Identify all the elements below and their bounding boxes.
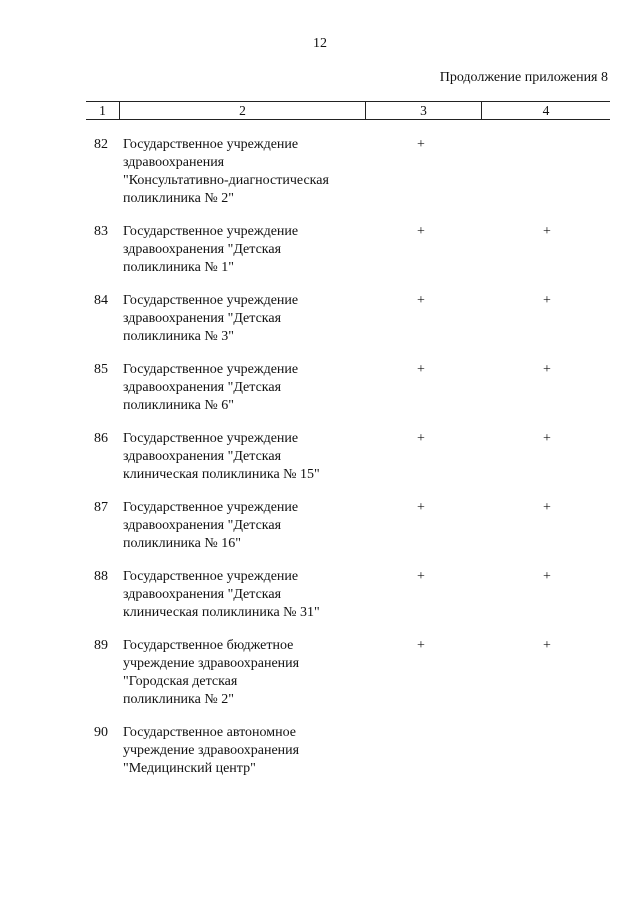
row-number: 82: [94, 137, 108, 152]
row-number: 84: [94, 293, 108, 308]
row-number: 83: [94, 224, 108, 239]
header-col-1: 1: [86, 102, 120, 119]
row-number: 89: [94, 638, 108, 653]
header-col-4: 4: [542, 103, 550, 118]
col3-mark: +: [417, 569, 425, 584]
col4-mark: +: [543, 293, 551, 308]
table-header: [86, 101, 610, 120]
table-row: [86, 136, 610, 223]
name-line: здравоохранения "Детская: [123, 311, 282, 326]
col4-mark: +: [543, 224, 551, 239]
row-number: 88: [94, 569, 108, 584]
row-number: 90: [94, 725, 108, 740]
row-number: 85: [94, 362, 108, 377]
name-line: клиническая поликлиника № 31": [123, 605, 320, 620]
name-line: поликлиника № 16": [123, 536, 241, 551]
name-line: Государственное учреждение: [123, 500, 299, 515]
name-line: Государственное учреждение: [123, 293, 299, 308]
name-line: Государственное учреждение: [123, 569, 299, 584]
institution-name: [123, 430, 373, 484]
name-line: Государственное автономное: [123, 725, 297, 740]
name-line: здравоохранения "Детская: [123, 242, 282, 257]
col4-mark: +: [543, 431, 551, 446]
institution-name: [123, 499, 373, 553]
header-col-2: 2: [120, 102, 366, 119]
name-line: здравоохранения "Детская: [123, 518, 282, 533]
name-line: поликлиника № 6": [123, 398, 234, 413]
name-line: поликлиника № 3": [123, 329, 234, 344]
name-line: "Медицинский центр": [123, 761, 256, 776]
name-line: здравоохранения "Детская: [123, 380, 282, 395]
table-row: [86, 292, 610, 361]
header-col-3: 3: [366, 102, 482, 119]
row-number: 86: [94, 431, 108, 446]
table-row: [86, 568, 610, 637]
name-line: поликлиника № 2": [123, 692, 234, 707]
table-row: [86, 361, 610, 430]
table-row: [86, 637, 610, 724]
institution-name: [123, 223, 373, 277]
col3-mark: +: [417, 362, 425, 377]
institution-name: [123, 136, 373, 208]
name-line: Государственное учреждение: [123, 362, 299, 377]
table-row: [86, 223, 610, 292]
name-line: "Городская детская: [123, 674, 238, 689]
col3-mark: +: [417, 500, 425, 515]
name-line: Государственное бюджетное: [123, 638, 294, 653]
col4-mark: +: [543, 362, 551, 377]
institution-name: [123, 724, 373, 778]
table-body: [86, 136, 610, 796]
row-number: 87: [94, 500, 108, 515]
continuation-note: Продолжение приложения 8: [439, 70, 608, 85]
col4-mark: +: [543, 638, 551, 653]
name-line: "Консультативно-диагностическая: [123, 173, 329, 188]
table-row: [86, 499, 610, 568]
name-line: учреждение здравоохранения: [123, 743, 300, 758]
name-line: Государственное учреждение: [123, 137, 299, 152]
institution-name: [123, 568, 373, 622]
col3-mark: +: [417, 293, 425, 308]
name-line: Государственное учреждение: [123, 224, 299, 239]
col3-mark: +: [417, 638, 425, 653]
col3-mark: +: [417, 431, 425, 446]
name-line: поликлиника № 1": [123, 260, 234, 275]
table-row: [86, 430, 610, 499]
name-line: клиническая поликлиника № 15": [123, 467, 320, 482]
name-line: здравоохранения: [123, 155, 225, 170]
name-line: здравоохранения "Детская: [123, 587, 282, 602]
institution-name: [123, 361, 373, 415]
col4-mark: +: [543, 500, 551, 515]
col3-mark: +: [417, 137, 425, 152]
col3-mark: +: [417, 224, 425, 239]
name-line: учреждение здравоохранения: [123, 656, 300, 671]
name-line: здравоохранения "Детская: [123, 449, 282, 464]
col4-mark: +: [543, 569, 551, 584]
page-number: 12: [313, 36, 327, 51]
institution-name: [123, 292, 373, 346]
institution-name: [123, 637, 373, 709]
name-line: Государственное учреждение: [123, 431, 299, 446]
name-line: поликлиника № 2": [123, 191, 234, 206]
table-row: [86, 724, 610, 796]
